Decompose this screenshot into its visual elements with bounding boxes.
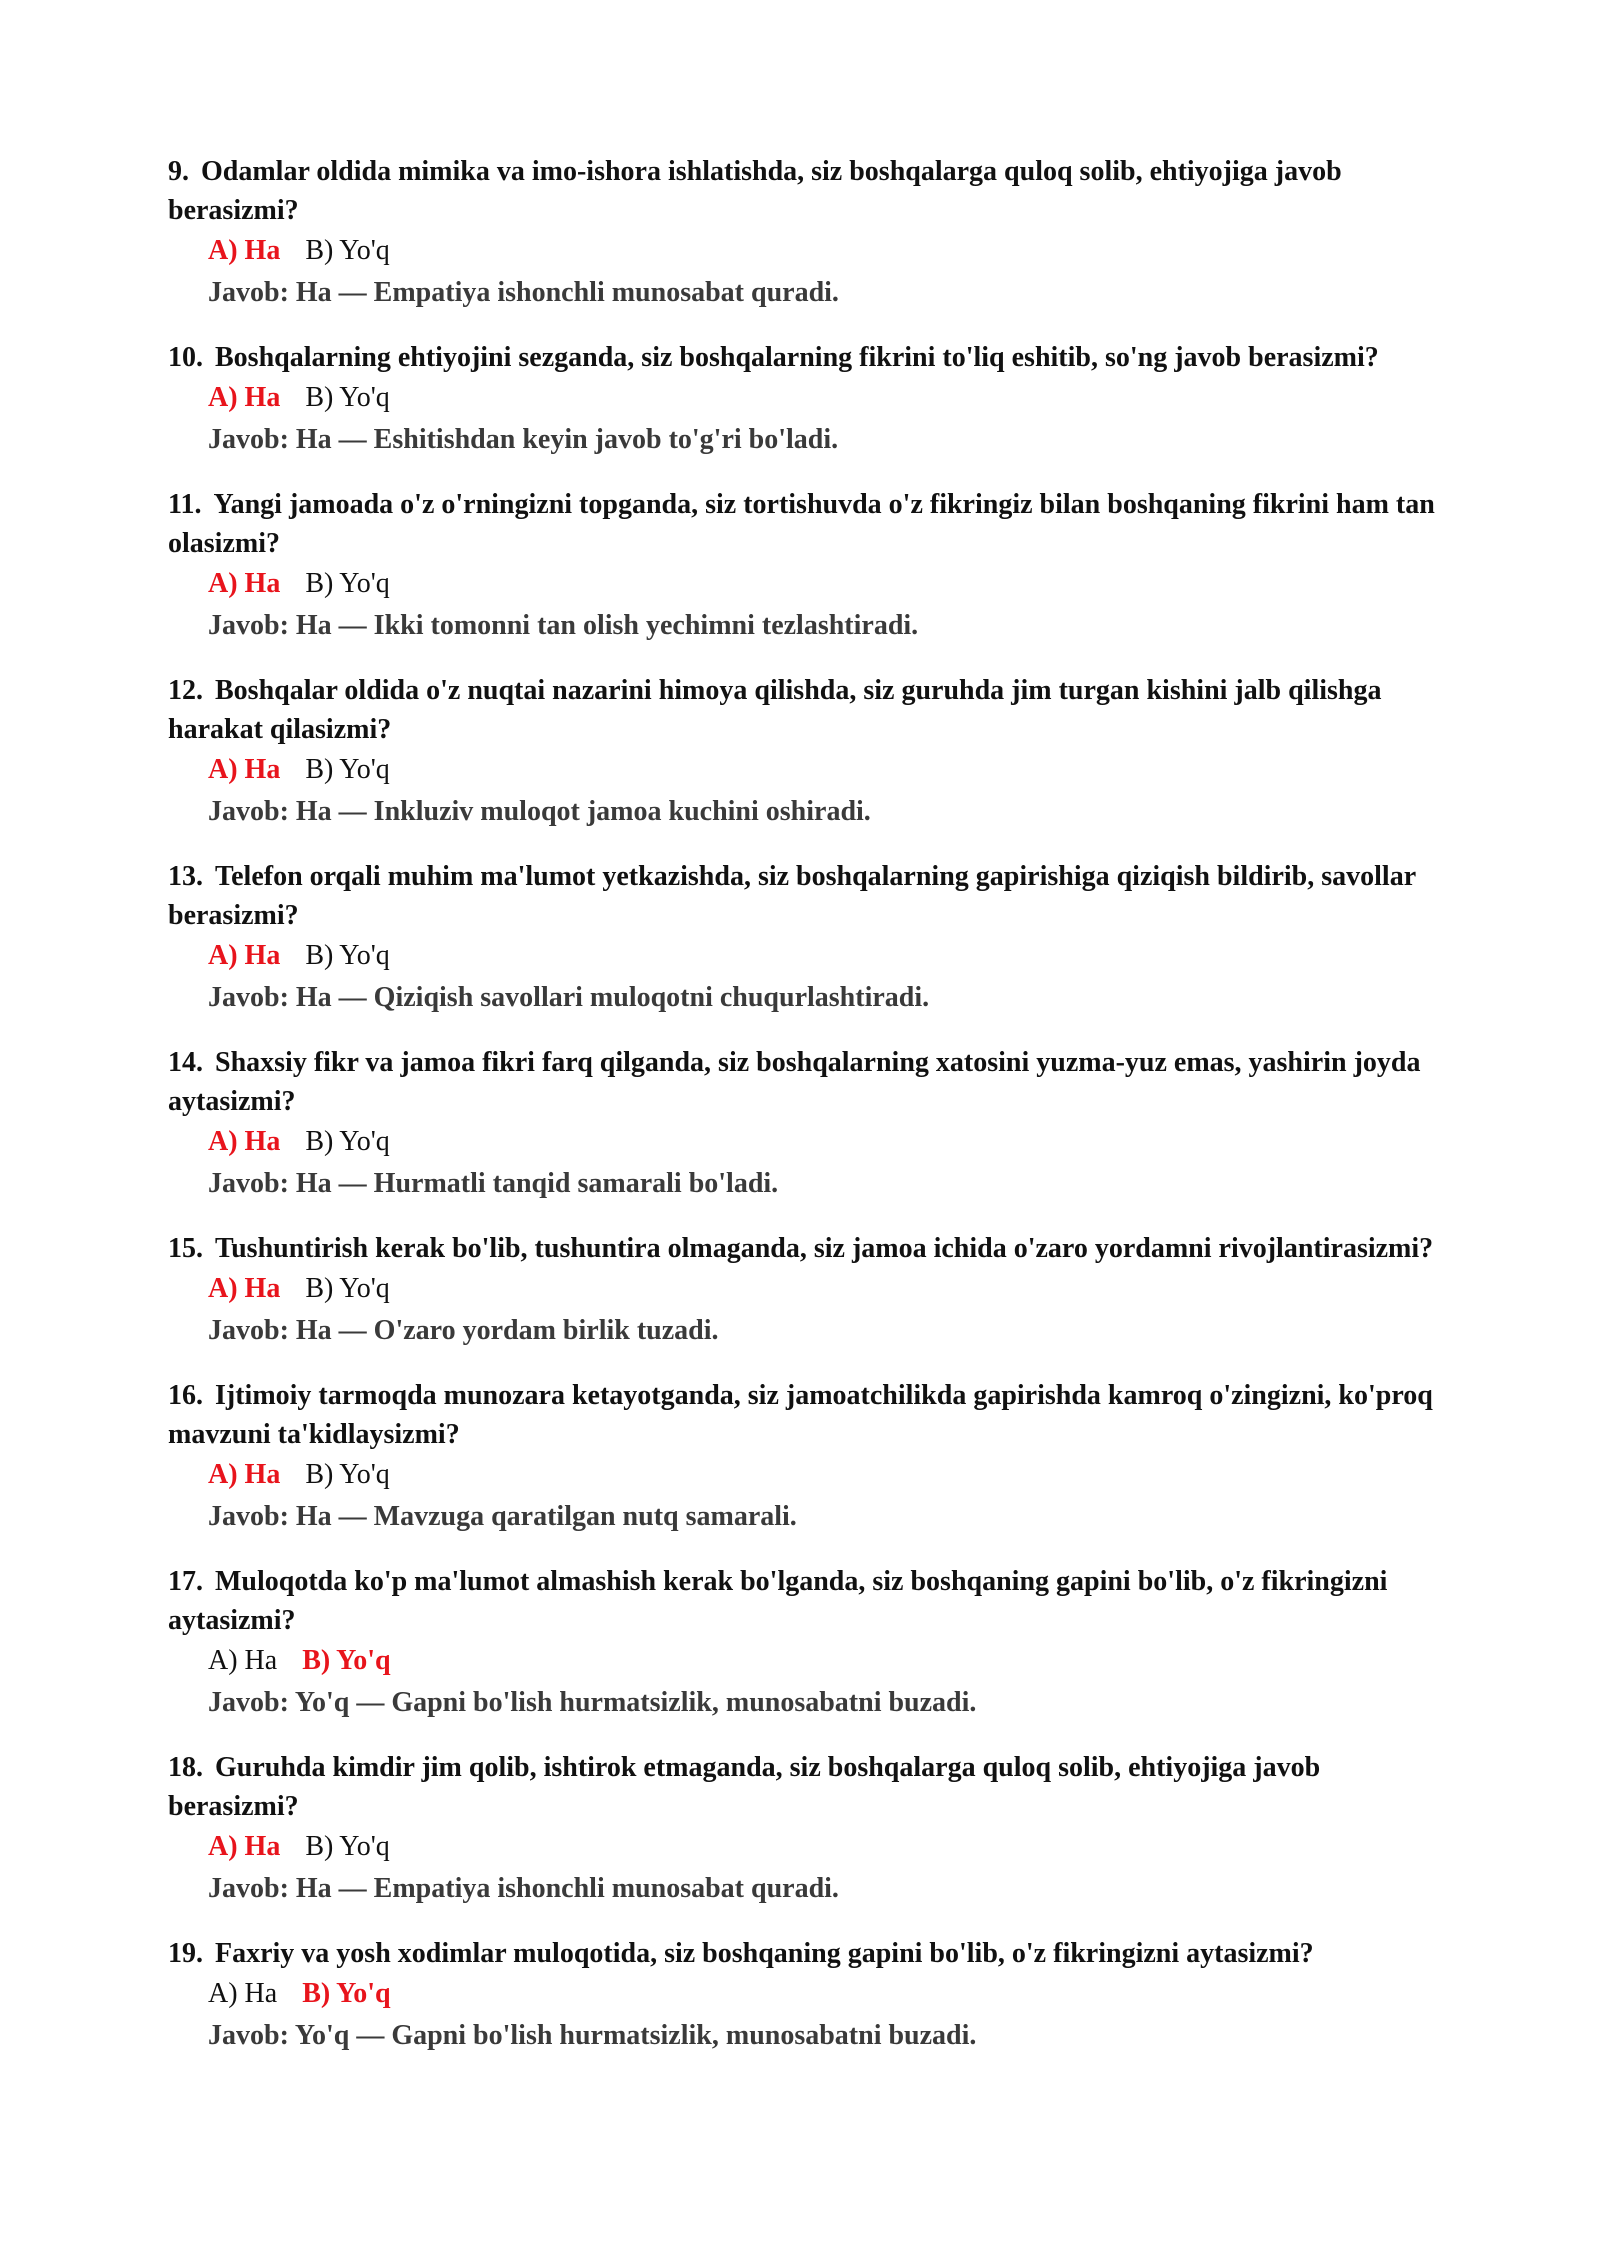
question-text: [168, 1934, 1438, 1973]
answer-line: Javob: Ha — Qiziqish savollari muloqotni chuqurlashtiradi.: [208, 982, 930, 1013]
question-text: [168, 152, 1438, 230]
option-a: A) Ha: [208, 568, 281, 599]
question-17: [168, 1562, 1438, 1724]
options-row: [208, 1973, 1438, 2015]
question-number: 19.: [168, 1938, 203, 1969]
options-row: [208, 1268, 1438, 1310]
question-text: [168, 1748, 1438, 1826]
option-a: A) Ha: [208, 940, 281, 971]
option-a: A) Ha: [208, 1273, 281, 1304]
option-b: B) Yo'q: [302, 1978, 391, 2009]
question-number: 12.: [168, 675, 203, 706]
answer-line: Javob: Yo'q — Gapni bo'lish hurmatsizlik, munosabatni buzadi.: [208, 2020, 977, 2051]
question-body: Faxriy va yosh xodimlar muloqotida, siz boshqaning gapini bo'lib, o'z fikringizni aytasizmi?: [215, 1938, 1314, 1969]
question-text: [168, 671, 1438, 749]
option-a: A) Ha: [208, 235, 281, 266]
option-b: B) Yo'q: [302, 1645, 391, 1676]
answer-line: Javob: Ha — Eshitishdan keyin javob to'g'ri bo'ladi.: [208, 424, 839, 455]
question-number: 17.: [168, 1566, 203, 1597]
option-a: A) Ha: [208, 1978, 278, 2009]
option-b: B) Yo'q: [305, 1126, 390, 1157]
question-15: [168, 1229, 1438, 1352]
question-9: [168, 152, 1438, 314]
option-b: B) Yo'q: [305, 1459, 390, 1490]
option-a: A) Ha: [208, 754, 281, 785]
option-b: B) Yo'q: [305, 235, 390, 266]
options-row: [208, 1454, 1438, 1496]
question-number: 14.: [168, 1047, 203, 1078]
answer-line: Javob: Ha — Mavzuga qaratilgan nutq samarali.: [208, 1501, 797, 1532]
answer-line: Javob: Yo'q — Gapni bo'lish hurmatsizlik, munosabatni buzadi.: [208, 1687, 977, 1718]
option-a: A) Ha: [208, 1645, 278, 1676]
question-body: Muloqotda ko'p ma'lumot almashish kerak bo'lganda, siz boshqaning gapini bo'lib, o'z fikringizni aytasizmi?: [168, 1566, 1388, 1636]
question-text: [168, 1562, 1438, 1640]
option-b: B) Yo'q: [305, 1831, 390, 1862]
options-row: [208, 935, 1438, 977]
options-row: [208, 563, 1438, 605]
question-number: 15.: [168, 1233, 203, 1264]
options-row: [208, 749, 1438, 791]
answer-line: Javob: Ha — Inkluziv muloqot jamoa kuchini oshiradi.: [208, 796, 871, 827]
question-text: [168, 338, 1438, 377]
options-row: [208, 1640, 1438, 1682]
option-b: B) Yo'q: [305, 568, 390, 599]
options-row: [208, 1826, 1438, 1868]
question-text: [168, 1229, 1438, 1268]
option-a: A) Ha: [208, 1459, 281, 1490]
option-b: B) Yo'q: [305, 940, 390, 971]
question-number: 10.: [168, 342, 203, 373]
question-body: Odamlar oldida mimika va imo-ishora ishlatishda, siz boshqalarga quloq solib, ehtiyojiga javob berasizmi?: [168, 156, 1342, 226]
question-16: [168, 1376, 1438, 1538]
question-10: [168, 338, 1438, 461]
question-number: 13.: [168, 861, 203, 892]
options-row: [208, 230, 1438, 272]
question-body: Telefon orqali muhim ma'lumot yetkazishda, siz boshqalarning gapirishiga qiziqish bildirib, savollar berasizmi?: [168, 861, 1416, 931]
question-body: Shaxsiy fikr va jamoa fikri farq qilganda, siz boshqalarning xatosini yuzma-yuz emas, yashirin joyda aytasizmi?: [168, 1047, 1421, 1117]
option-b: B) Yo'q: [305, 382, 390, 413]
question-body: Yangi jamoada o'z o'rningizni topganda, siz tortishuvda o'z fikringiz bilan boshqaning fikrini ham tan olasizmi?: [168, 489, 1435, 559]
answer-line: Javob: Ha — O'zaro yordam birlik tuzadi.: [208, 1315, 719, 1346]
question-body: Boshqalarning ehtiyojini sezganda, siz boshqalarning fikrini to'liq eshitib, so'ng javob berasizmi?: [215, 342, 1379, 373]
question-body: Tushuntirish kerak bo'lib, tushuntira olmaganda, siz jamoa ichida o'zaro yordamni rivojlantirasizmi?: [215, 1233, 1434, 1264]
option-b: B) Yo'q: [305, 1273, 390, 1304]
question-body: Boshqalar oldida o'z nuqtai nazarini himoya qilishda, siz guruhda jim turgan kishini jalb qilishga harakat qilasizmi?: [168, 675, 1382, 745]
question-number: 16.: [168, 1380, 203, 1411]
question-11: [168, 485, 1438, 647]
question-14: [168, 1043, 1438, 1205]
answer-line: Javob: Ha — Ikki tomonni tan olish yechimni tezlashtiradi.: [208, 610, 919, 641]
question-18: [168, 1748, 1438, 1910]
question-text: [168, 857, 1438, 935]
question-body: Ijtimoiy tarmoqda munozara ketayotganda, siz jamoatchilikda gapirishda kamroq o'zingizni, ko'proq mavzuni ta'kidlaysizmi?: [168, 1380, 1433, 1450]
question-number: 9.: [168, 156, 189, 187]
question-12: [168, 671, 1438, 833]
answer-line: Javob: Ha — Empatiya ishonchli munosabat quradi.: [208, 1873, 839, 1904]
options-row: [208, 1121, 1438, 1163]
option-a: A) Ha: [208, 1831, 281, 1862]
answer-line: Javob: Ha — Hurmatli tanqid samarali bo'ladi.: [208, 1168, 779, 1199]
answer-line: Javob: Ha — Empatiya ishonchli munosabat quradi.: [208, 277, 839, 308]
option-b: B) Yo'q: [305, 754, 390, 785]
question-number: 11.: [168, 489, 202, 520]
question-text: [168, 485, 1438, 563]
question-body: Guruhda kimdir jim qolib, ishtirok etmaganda, siz boshqalarga quloq solib, ehtiyojiga javob berasizmi?: [168, 1752, 1321, 1822]
question-text: [168, 1043, 1438, 1121]
question-19: [168, 1934, 1438, 2057]
question-13: [168, 857, 1438, 1019]
question-number: 18.: [168, 1752, 203, 1783]
option-a: A) Ha: [208, 382, 281, 413]
options-row: [208, 377, 1438, 419]
question-text: [168, 1376, 1438, 1454]
document-page: [168, 152, 1438, 2081]
option-a: A) Ha: [208, 1126, 281, 1157]
